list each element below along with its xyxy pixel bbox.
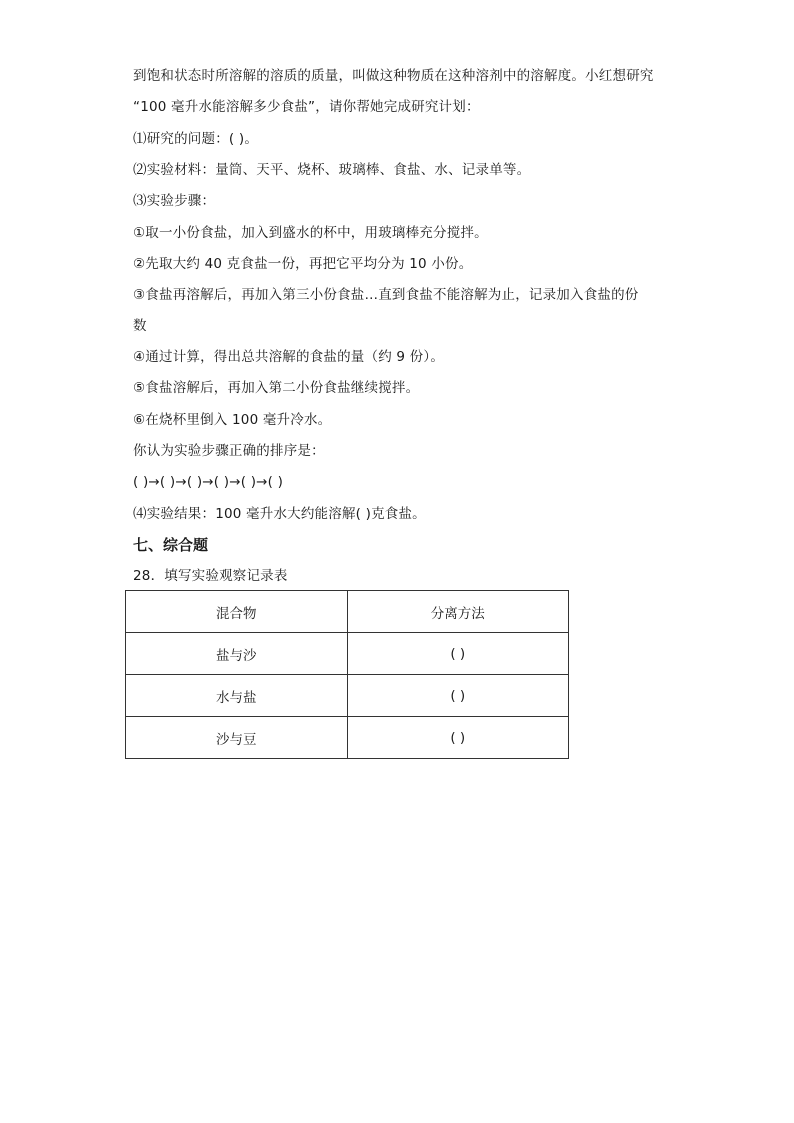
table-header-row xyxy=(126,591,569,633)
table-cell-mixture: 水与盐 xyxy=(126,675,348,717)
question-3-steps-heading: ⑶实验步骤： xyxy=(133,193,216,209)
table-row xyxy=(126,675,569,717)
question-2-materials: ⑵实验材料：量筒、天平、烧杯、玻璃棒、食盐、水、记录单等。 xyxy=(133,162,531,178)
table-row xyxy=(126,717,569,759)
table-cell-answer-blank: ( ) xyxy=(347,633,569,675)
table-cell-answer-blank: ( ) xyxy=(347,717,569,759)
table-row xyxy=(126,633,569,675)
table-cell-mixture: 盐与沙 xyxy=(126,633,348,675)
step-1: ①取一小份食盐，加入到盛水的杯中，用玻璃棒充分搅拌。 xyxy=(133,225,488,241)
table-header-separation-method: 分离方法 xyxy=(347,591,569,633)
intro-line-2: “100 毫升水能溶解多少食盐”，请你帮她完成研究计划： xyxy=(133,99,480,115)
section-7-heading: 七、综合题 xyxy=(133,536,209,554)
question-28: 28．填写实验观察记录表 xyxy=(133,568,288,584)
step-6: ⑥在烧杯里倒入 100 毫升冷水。 xyxy=(133,412,332,428)
order-prompt: 你认为实验步骤正确的排序是： xyxy=(133,443,325,459)
table-cell-mixture: 沙与豆 xyxy=(126,717,348,759)
step-4: ④通过计算，得出总共溶解的食盐的量（约 9 份）。 xyxy=(133,349,445,365)
step-2: ②先取大约 40 克食盐一份，再把它平均分为 10 小份。 xyxy=(133,256,473,272)
step-3-line-1: ③食盐再溶解后，再加入第三小份食盐…直到食盐不能溶解为止，记录加入食盐的份 xyxy=(133,287,639,303)
step-5: ⑤食盐溶解后，再加入第二小份食盐继续搅拌。 xyxy=(133,380,420,396)
observation-record-table xyxy=(125,590,569,759)
intro-line-1: 到饱和状态时所溶解的溶质的质量，叫做这种物质在这种溶剂中的溶解度。小红想研究 xyxy=(133,68,654,84)
step-3-line-2: 数 xyxy=(133,318,147,334)
table-header-mixture: 混合物 xyxy=(126,591,348,633)
table-cell-answer-blank: ( ) xyxy=(347,675,569,717)
order-answer-blanks: ( )→( )→( )→( )→( )→( ) xyxy=(133,474,284,490)
question-1-research-problem: ⑴研究的问题：( )。 xyxy=(133,131,259,147)
question-4-result: ⑷实验结果：100 毫升水大约能溶解( )克食盐。 xyxy=(133,506,426,522)
